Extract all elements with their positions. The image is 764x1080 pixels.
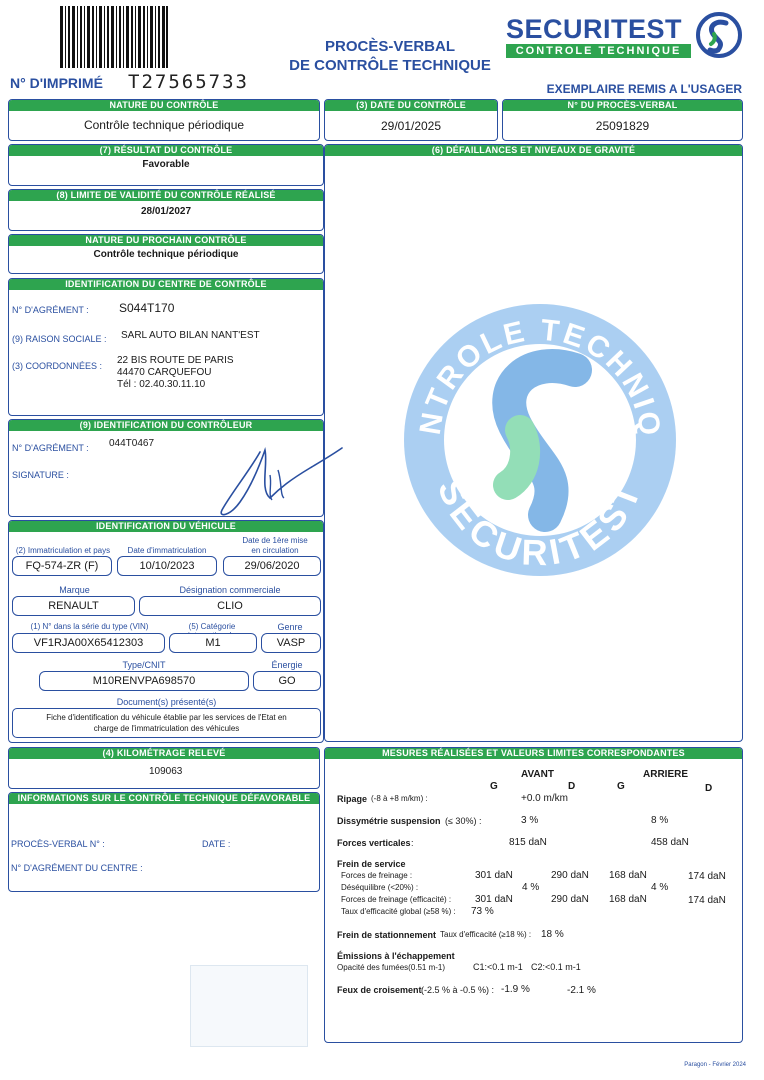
feux-g: -1.9 %	[501, 984, 530, 995]
svg-text:SECURITEST: SECURITEST	[429, 473, 651, 574]
docs-label: Document(s) présenté(s)	[116, 697, 217, 707]
doc-title-line1: PROCÈS-VERBAL	[324, 38, 455, 55]
num-pv-value: 25091829	[595, 119, 650, 133]
controleur-bar: (9) IDENTIFICATION DU CONTRÔLEUR	[9, 420, 323, 431]
date-controle-value: 29/01/2025	[380, 119, 442, 133]
immat-label: (2) Immatriculation et pays	[15, 546, 111, 555]
forces-av: 815 daN	[509, 837, 547, 848]
ff-av-d: 290 daN	[551, 870, 589, 881]
brand-sub: CONTROLE TECHNIQUE	[506, 44, 691, 58]
mesures-box	[324, 747, 743, 1043]
kilometrage-bar: (4) KILOMÉTRAGE RELEVÉ	[9, 748, 319, 759]
ffe-av-d: 290 daN	[551, 894, 589, 905]
vehicule-bar: IDENTIFICATION DU VÉHICULE	[9, 521, 323, 532]
arriere-g-header: G	[617, 781, 625, 792]
genre-label: Genre	[277, 622, 303, 632]
prochain-bar: NATURE DU PROCHAIN CONTRÔLE	[9, 235, 323, 246]
kilometrage-box	[8, 747, 320, 789]
c2-value: C2:<0.1 m-1	[531, 962, 581, 972]
feux-d: -2.1 %	[567, 985, 596, 996]
footer-edition: Paragon - Février 2024	[684, 1062, 746, 1068]
vehicule-box	[8, 520, 324, 743]
forces-colon: :	[411, 838, 414, 848]
energie-field: GO	[253, 671, 321, 691]
avant-g-header: G	[490, 781, 498, 792]
defavorable-box	[8, 792, 320, 892]
feux-label: Feux de croisement	[337, 985, 422, 995]
ffe-label: Forces de freinage (efficacité) :	[341, 895, 452, 904]
controleur-agrement-label: N° D'AGRÉMENT :	[12, 443, 89, 453]
designation-field: CLIO	[139, 596, 321, 616]
categorie-field: M1	[169, 633, 257, 653]
ff-ar-d: 174 daN	[688, 871, 726, 882]
resultat-value: Favorable	[142, 159, 190, 170]
date-controle-box	[324, 99, 498, 141]
stationnement-limit: Taux d'efficacité (≥18 %) :	[440, 930, 532, 939]
genre-field: VASP	[261, 633, 321, 653]
forces-label: Forces verticales	[337, 838, 411, 848]
defaillances-bar: (6) DÉFAILLANCES ET NIVEAUX DE GRAVITÉ	[325, 145, 742, 156]
ffe-ar-d: 174 daN	[688, 895, 726, 906]
mesures-bar: MESURES RÉALISÉES ET VALEURS LIMITES CORRESPONDANTES	[325, 748, 742, 759]
avant-header: AVANT	[521, 769, 554, 780]
dissym-av: 3 %	[521, 815, 539, 826]
nature-bar: NATURE DU CONTRÔLE	[9, 100, 319, 111]
vin-field: VF1RJA00X65412303	[12, 633, 165, 653]
limite-bar: (8) LIMITE DE VALIDITÉ DU CONTRÔLE RÉALISÉ	[9, 190, 323, 201]
stationnement-label: Frein de stationnement	[337, 930, 437, 940]
avant-d-header: D	[568, 781, 576, 792]
deseq-ar: 4 %	[651, 882, 669, 893]
ff-av-g: 301 daN	[475, 870, 513, 881]
kilometrage-value: 109063	[149, 766, 183, 777]
imprime-value: T27565733	[128, 71, 249, 93]
imprime-label: N° D'IMPRIMÉ	[10, 75, 103, 91]
num-pv-bar: N° DU PROCÈS-VERBAL	[503, 100, 742, 111]
docs-line1: Fiche d'identification du véhicule établie par les services de l'Etat en	[46, 713, 287, 722]
brand-emblem-icon	[696, 12, 742, 58]
centre-raison-label: (9) RAISON SOCIALE :	[12, 334, 107, 344]
docs-field	[12, 708, 321, 738]
arriere-header: ARRIERE	[643, 769, 689, 780]
taux-label: Taux d'efficacité global (≥58 %) :	[341, 907, 456, 916]
categorie-label: (5) Catégorie	[188, 622, 236, 631]
centre-coord-label: (3) COORDONNÉES :	[12, 361, 103, 371]
date-immat-field: 10/10/2023	[117, 556, 217, 576]
stamp-area	[190, 965, 308, 1047]
docs-line2: charge de l'immatriculation des véhicules	[93, 724, 240, 733]
centre-box	[8, 278, 324, 416]
premiere-field: 29/06/2020	[223, 556, 321, 576]
frein-service-label: Frein de service	[337, 859, 406, 869]
prochain-value: Contrôle technique périodique	[93, 249, 239, 260]
opacite-label: Opacité des fumées(0.51 m-1)	[337, 963, 446, 972]
doc-title-line2: DE CONTRÔLE TECHNIQUE	[289, 57, 491, 74]
prochain-box	[8, 234, 324, 274]
centre-raison-value: SARL AUTO BILAN NANT'EST	[121, 330, 260, 341]
type-label: Type/CNIT	[122, 660, 166, 670]
barcode	[60, 6, 168, 68]
signature-scribble	[210, 440, 350, 520]
ffe-ar-g: 168 daN	[609, 894, 647, 905]
c1-value: C1:<0.1 m-1	[473, 962, 523, 972]
ff-ar-g: 168 daN	[609, 870, 647, 881]
deseq-av: 4 %	[522, 882, 540, 893]
designation-label: Désignation commerciale	[179, 585, 281, 595]
stationnement-value: 18 %	[541, 929, 564, 940]
marque-field: RENAULT	[12, 596, 135, 616]
ripage-label: Ripage	[337, 794, 368, 804]
centre-agrement-value: S044T170	[119, 301, 175, 315]
doc-title	[270, 37, 510, 75]
type-field: M10RENVPA698570	[39, 671, 249, 691]
controleur-signature-label: SIGNATURE :	[12, 470, 69, 480]
brand-name: SECURITEST	[506, 14, 683, 44]
centre-coord-line3: Tél : 02.40.30.11.10	[117, 379, 206, 390]
centre-bar: IDENTIFICATION DU CENTRE DE CONTRÔLE	[9, 279, 323, 290]
resultat-box	[8, 144, 324, 186]
immat-field: FQ-574-ZR (F)	[12, 556, 112, 576]
defavorable-bar: INFORMATIONS SUR LE CONTRÔLE TECHNIQUE DÉFAVORABLE	[9, 793, 319, 804]
defavorable-date-label: DATE :	[202, 839, 231, 849]
taux-value: 73 %	[471, 906, 494, 917]
date-immat-label: Date d'immatriculation	[127, 546, 207, 555]
limite-box	[8, 189, 324, 231]
arriere-d-header: D	[705, 783, 713, 794]
nature-value: Contrôle technique périodique	[83, 118, 245, 132]
dissym-ar: 8 %	[651, 815, 669, 826]
vin-label: (1) N° dans la série du type (VIN)	[30, 622, 149, 631]
nature-box	[8, 99, 320, 141]
date-controle-bar: (3) DATE DU CONTRÔLE	[325, 100, 497, 111]
dissym-limit: (≤ 30%) :	[445, 816, 482, 826]
marque-label: Marque	[59, 585, 90, 595]
copy-label: EXEMPLAIRE REMIS A L'USAGER	[546, 82, 742, 96]
limite-value: 28/01/2027	[140, 206, 192, 217]
centre-agrement-label: N° D'AGRÉMENT :	[12, 305, 89, 315]
defavorable-agrement-label: N° D'AGRÉMENT DU CENTRE :	[11, 863, 143, 873]
premiere-label1: Date de 1ère mise	[242, 536, 308, 545]
defavorable-pv-label: PROCÈS-VERBAL N° :	[11, 839, 105, 849]
forces-ar: 458 daN	[651, 837, 689, 848]
ffe-av-g: 301 daN	[475, 894, 513, 905]
feux-limit: (-2.5 % à -0.5 %) :	[421, 985, 495, 995]
premiere-label2: en circulation	[251, 546, 299, 555]
emissions-label: Émissions à l'échappement	[337, 951, 455, 961]
energie-label: Énergie	[271, 660, 303, 670]
dissym-label: Dissymétrie suspension	[337, 816, 441, 826]
centre-coord-line1: 22 BIS ROUTE DE PARIS	[117, 355, 234, 366]
svg-text:CONTROLE TECHNIQUE: NTROLE TECHNIQ	[413, 313, 667, 441]
resultat-bar: (7) RÉSULTAT DU CONTRÔLE	[9, 145, 323, 156]
ff-label: Forces de freinage :	[341, 871, 413, 880]
ripage-value: +0.0 m/km	[521, 793, 568, 804]
deseq-label: Déséquilibre (<20%) :	[341, 883, 419, 892]
watermark-seal-icon	[400, 300, 680, 580]
controleur-agrement-value: 044T0467	[109, 438, 155, 449]
ripage-limit: (-8 à +8 m/km) :	[371, 794, 428, 803]
num-pv-box	[502, 99, 743, 141]
brand-logo	[506, 14, 746, 62]
centre-coord-line2: 44470 CARQUEFOU	[117, 367, 212, 378]
